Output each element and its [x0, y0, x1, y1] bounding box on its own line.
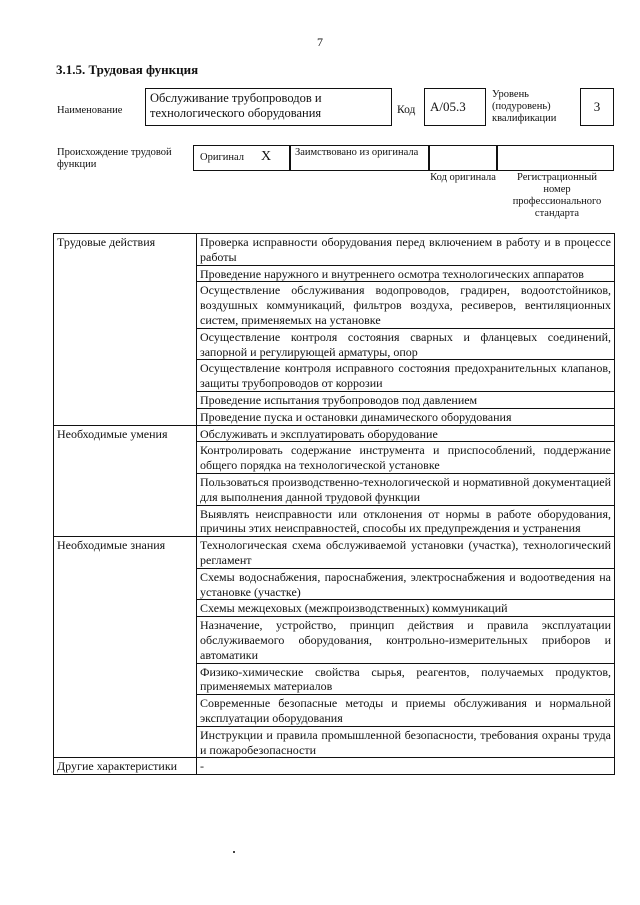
table-row — [54, 537, 615, 569]
table-cell: Осуществление обслуживания водопроводов, градирен, водоотстойников, воздушных коммуникаций, фильтров воздуха, ресиверов, вентиляционных систем, применяемых на установке — [197, 282, 615, 328]
row-header: Трудовые действия — [54, 234, 197, 426]
level-label: Уровень (подуровень) квалификации — [492, 89, 557, 124]
row-header: Необходимые знания — [54, 537, 197, 758]
table-cell: Инструкции и правила промышленной безопасности, требования охраны труда и пожаробезопасности — [197, 726, 615, 758]
table-row — [54, 234, 615, 266]
name-value-box: Обслуживание трубопроводов и технологического оборудования — [145, 88, 392, 126]
reg-number-box — [497, 145, 614, 171]
table-cell: Физико-химические свойства сырья, реагентов, получаемых продуктов, применяемых материалов — [197, 663, 615, 695]
reg-number-caption: Регистрационный номер профессионального стандарта — [512, 172, 602, 219]
table-cell: Схемы водоснабжения, пароснабжения, электроснабжения и водоотведения на установке (участке) — [197, 568, 615, 600]
code-label: Код — [397, 104, 416, 116]
name-label: Наименование — [57, 105, 123, 116]
table-cell: Осуществление контроля исправного состояния предохранительных клапанов, защиты трубопроводов от коррозии — [197, 360, 615, 392]
table-cell: Технологическая схема обслуживаемой установки (участка), технологический регламент — [197, 537, 615, 569]
code-original-box — [429, 145, 497, 171]
code-original-caption: Код оригинала — [430, 172, 496, 183]
table-cell: Современные безопасные методы и приемы обслуживания и нормальной эксплуатации оборудования — [197, 695, 615, 727]
table-cell: Контролировать содержание инструмента и приспособлений, поддержание общего порядка на технологической установке — [197, 442, 615, 474]
borrowed-box: Заимствовано из оригинала — [290, 145, 429, 171]
table-cell: Проведение испытания трубопроводов под давлением — [197, 391, 615, 408]
table-cell: Проверка исправности оборудования перед включением в работу и в процессе работы — [197, 234, 615, 266]
section-title: 3.1.5. Трудовая функция — [56, 62, 199, 77]
table-row — [54, 425, 615, 442]
table-cell: Осуществление контроля состояния сварных и фланцевых соединений, запорной и регулирующей арматуры, опор — [197, 328, 615, 360]
table-cell: Обслуживать и эксплуатировать оборудование — [197, 425, 615, 442]
row-header: Другие характеристики — [54, 758, 197, 775]
table-cell: Проведение пуска и остановки динамического оборудования — [197, 408, 615, 425]
table-cell: Назначение, устройство, принцип действия и правила эксплуатации обслуживаемого оборудования, контрольно-измерительных приборов и автоматики — [197, 617, 615, 663]
table-cell: Пользоваться производственно-технологической и нормативной документацией для выполнения данной трудовой функции — [197, 473, 615, 505]
table-row — [54, 758, 615, 775]
page-number: 7 — [317, 35, 323, 49]
table-cell: Выявлять неисправности или отклонения от нормы в работе оборудования, причины этих неисправностей, способы их предупреждения и устранения — [197, 505, 615, 537]
origin-label: Происхождение трудовой функции — [57, 147, 172, 170]
level-value-box: 3 — [580, 88, 614, 126]
original-box — [193, 145, 290, 171]
row-header: Необходимые умения — [54, 425, 197, 537]
original-mark: X — [261, 149, 272, 164]
original-label: Оригинал — [200, 152, 244, 163]
scan-speck — [233, 851, 235, 853]
code-value-box: А/05.3 — [424, 88, 486, 126]
function-table — [53, 233, 615, 775]
table-cell: Схемы межцеховых (межпроизводственных) коммуникаций — [197, 600, 615, 617]
table-cell: - — [197, 758, 615, 775]
table-cell: Проведение наружного и внутреннего осмотра технологических аппаратов — [197, 265, 615, 282]
